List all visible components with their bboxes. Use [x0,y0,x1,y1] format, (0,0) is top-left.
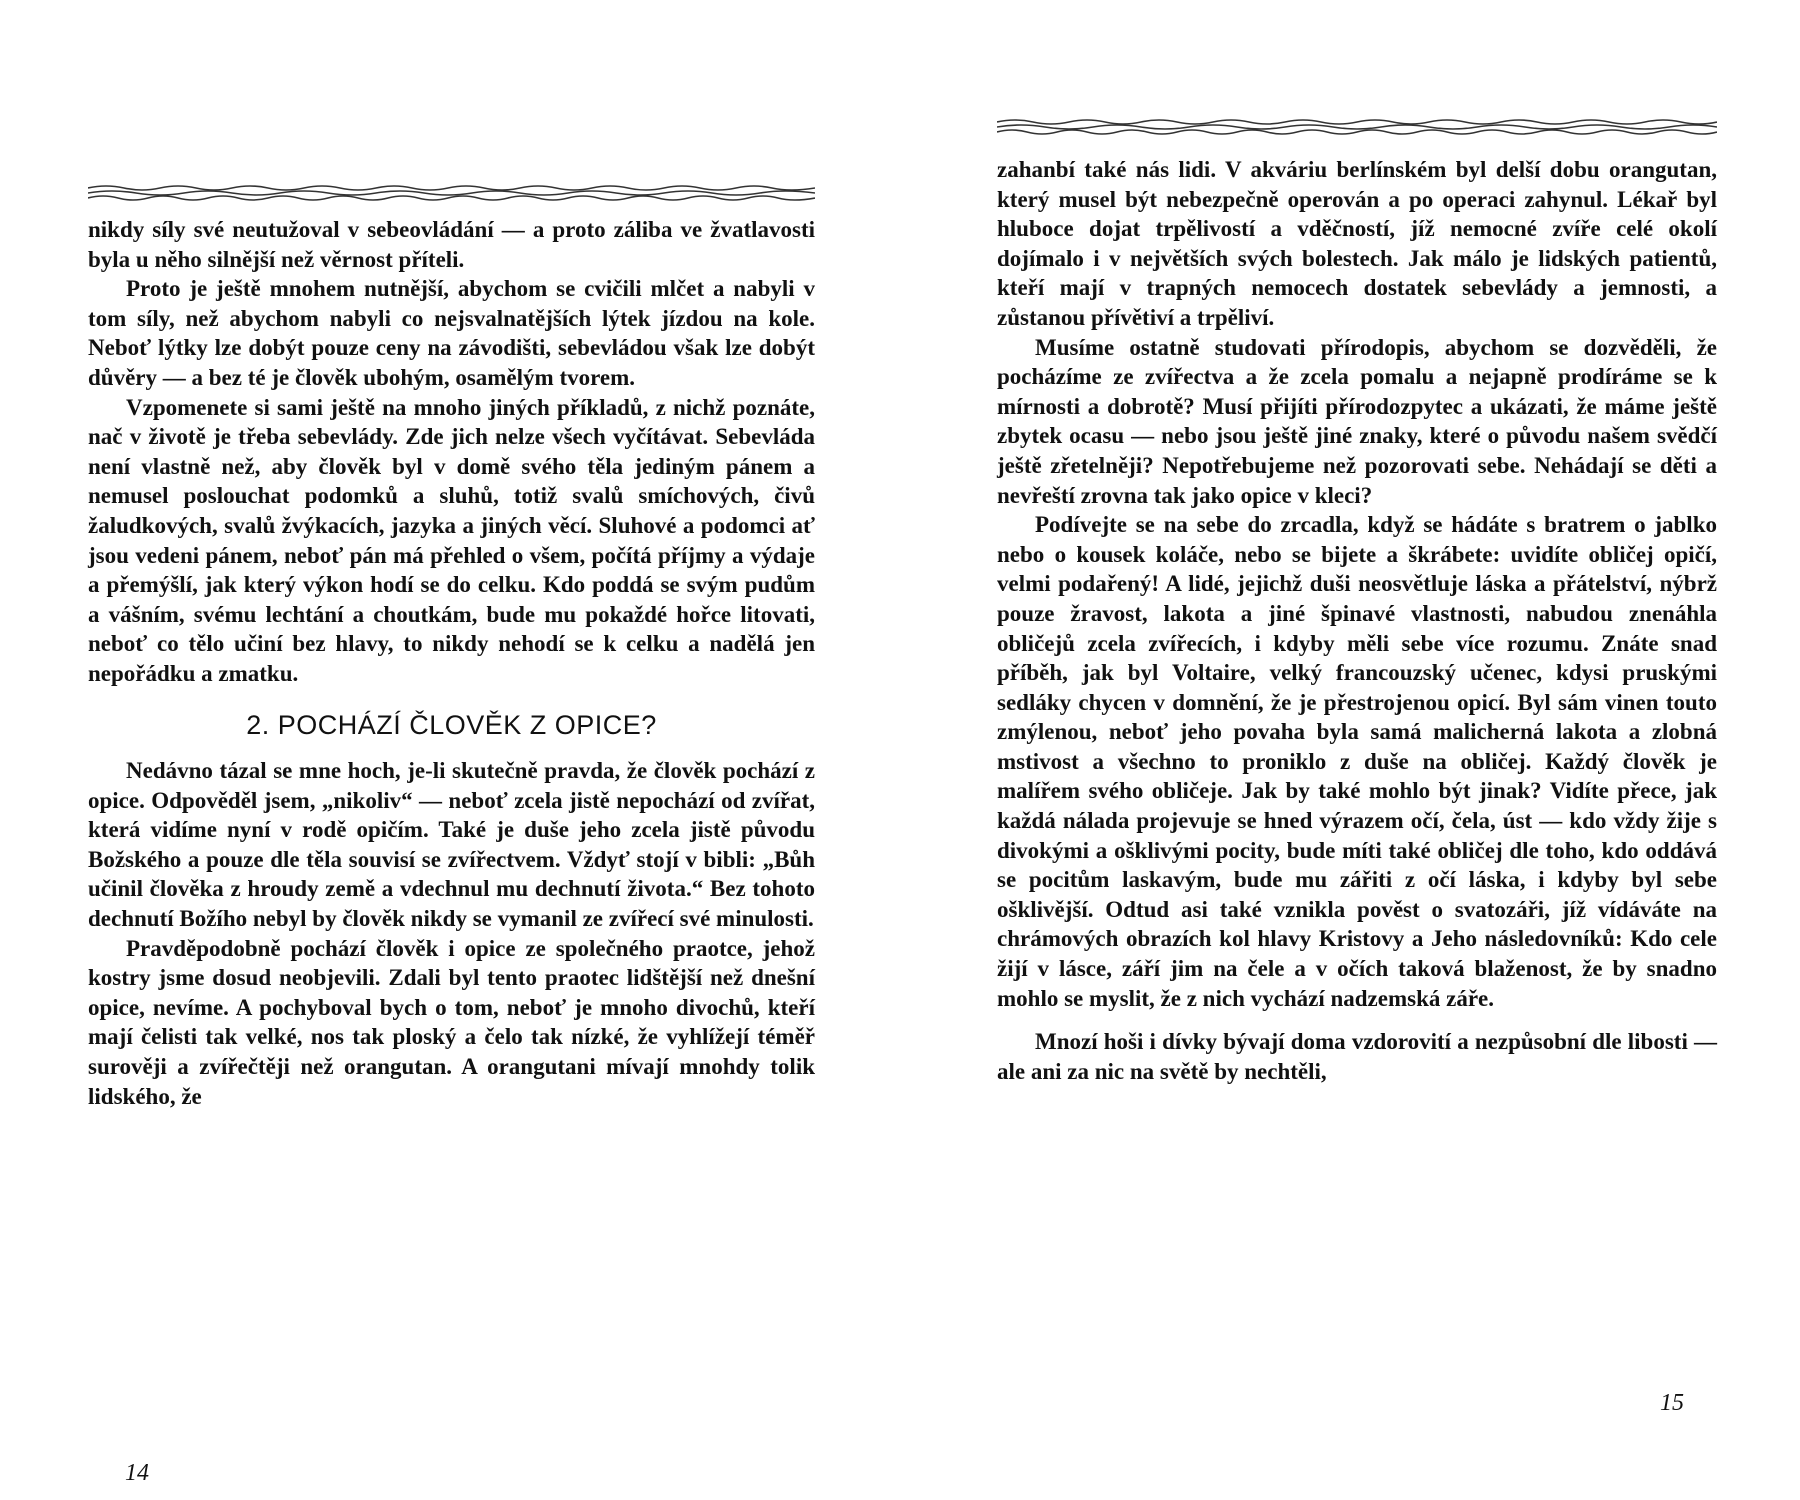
chapter-heading: 2. POCHÁZÍ ČLOVĚK Z OPICE? [246,709,657,740]
paragraph: Vzpomenete si sami ještě na mnoho jiných příkladů, z nichž poznáte, nač v životě je třeba sebevlády. Zde jich nelze všech vyčítávat. Sebevláda není vlastně než, aby člověk byl v domě svého těla jediným pánem a nemusel poslouchat podomků a sluhů, totiž svalů smíchových, čivů žaludkových, svalů žvýkacích, jazyka a jiných věcí. Sluhové a podomci ať jsou vedeni pánem, neboť pán má přehled o všem, počítá příjmy a výdaje a přemýšlí, jak který výkon hodí se do celku. Kdo poddá se svým pudům a vášním, svému lechtání a choutkám, bude mu pokaždé hořce litovati, neboť co tělo učiní bez hlavy, to nikdy nehodí se k celku a nadělá jen nepořádku a zmatku. [88,394,815,686]
page-number-left: 14 [125,1460,149,1486]
wavy-line-ornament-icon [88,184,815,202]
paragraph: Proto je ještě mnohem nutnější, abychom se cvičili mlčet a nabyli v tom síly, než abychom nabyli co nejsvalnatějších lýtek jízdou na kole. Neboť lýtky lze dobýt pouze ceny na závodišti, sebevládou však lze dobýt důvěry — a bez té je člověk ubohým, osamělým tvorem. [88,276,815,390]
paragraph: zahanbí také nás lidi. V akváriu berlínském byl delší dobu orangutan, který musel být nebezpečně operován a po operaci zahynul. Lékař byl hluboce dojat trpělivostí a vděčností, jíž nemocné zvíře celé okolí dojímalo i v největších svých bolestech. Jak málo je lidských patientů, kteří mají v trapných nemocech dostatek sebevlády a jemnosti, a zůstanou přívětiví a trpěliví. [997,157,1717,330]
left-page [88,215,815,1111]
right-page [997,155,1717,1086]
paragraph: Nedávno tázal se mne hoch, je-li skutečně pravda, že člověk pochází z opice. Odpověděl jsem, „nikoliv“ — neboť zcela jistě nepochází od zvířat, která vidíme nyní v rodě opičím. Také je duše jeho zcela jistě původu Božského a pouze dle těla souvisí se zvířectvem. Vždyť stojí v bibli: „Bůh učinil člověka z hroudy země a vdechnul mu dechnutí života.“ Bez tohoto dechnutí Božího nebyl by člověk nikdy se vymanil ze zvířecí své minulosti. [88,758,815,932]
paragraph: nikdy síly své neutužoval v sebeovládání — a proto záliba ve žvatlavosti byla u něho silnější než věrnost příteli. [88,217,815,272]
paragraph: Mnozí hoši i dívky bývají doma vzdorovití a nezpůsobní dle libosti — ale ani za nic na světě by nechtěli, [997,1029,1717,1084]
paragraph: Pravděpodobně pochází člověk i opice ze společného praotce, jehož kostry jsme dosud neobjevili. Zdali byl tento praotec lidštější než dnešní opice, nevíme. A pochyboval bych o tom, neboť je mnoho divochů, kteří mají čelisti tak velké, nos tak ploský a čelo tak nízké, že vyhlížejí téměř surověji a zvířečtěji než orangutan. A orangutani mívají mnohdy tolik lidského, že [88,935,815,1109]
paragraph: Podívejte se na sebe do zrcadla, když se hádáte s bratrem o jablko nebo o kousek koláče, nebo se bijete a škrábete: uvidíte obličej opičí, velmi podařený! A lidé, jejichž duši neosvětluje láska a přátelství, nýbrž pouze žravost, lakota a jiné špinavé vlastnosti, nabudou znenáhla obličejů zcela zvířecích, i kdyby měli sebe více rozumu. Znáte snad příběh, jak byl Voltaire, velký francouzský učenec, kdysi pruskými sedláky chycen v domnění, že je přestrojenou opicí. Byl sám vinen touto zmýlenou, neboť jeho povaha byla samá malicherná lakota a zlobná mstivost a všechno to proniklo z duše na obličej. Každý člověk je malířem svého obličeje. Jak by také mohlo být jinak? Vidíte přece, jak každá nálada projevuje se hned výrazem očí, čela, úst — kdo vždy žije s divokými a ošklivými pocity, bude míti také obličej dle toho, kdo oddává se pocitům laskavým, bude mu zářiti z očí láska, i kdyby byl sebe ošklivější. Odtud asi také vznikla pověst o svatozáři, jíž vídáváte na chrámových obrazích kol hlavy Kristovy a Jeho následovníků: Kdo cele žijí v lásce, září jim na čele a v očích taková blaženost, že by snadno mohlo se myslit, že z nich vychází nadzemská záře. [997,512,1717,1011]
page-number-right: 15 [1660,1390,1684,1416]
paragraph: Musíme ostatně studovati přírodopis, abychom se dozvěděli, že pocházíme ze zvířectva a že zcela pomalu a nejapně prodíráme se k mírnosti a dobrotě? Musí přijíti přírodozpytec a ukázati, že máme ještě zbytek ocasu — nebo jsou ještě jiné znaky, které o původu našem svědčí ještě zřetelněji? Nepotřebujeme než pozorovati sebe. Nehádají se děti a nevřeští zrovna tak jako opice v kleci? [997,334,1717,508]
wavy-line-ornament-icon [997,118,1717,136]
